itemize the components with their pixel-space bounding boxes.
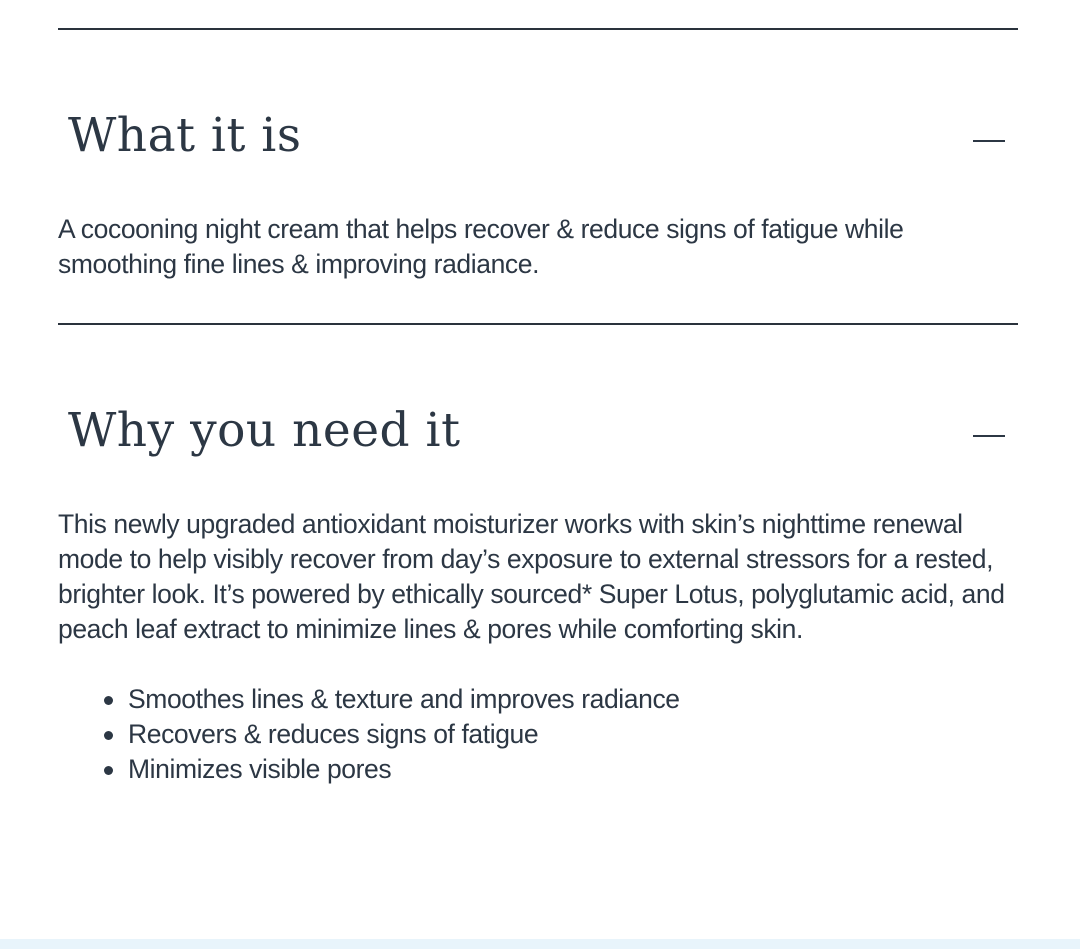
collapse-toggle-why-you-need-it[interactable] [972,423,1006,449]
section-body-what-it-is: A cocooning night cream that helps recover & reduce signs of fatigue while smoothing fine lines & improving radiance. [58,214,904,279]
minus-icon [973,140,1005,142]
minus-icon [973,435,1005,437]
list-item [58,717,680,752]
list-item-text: Recovers & reduces signs of fatigue [128,719,539,749]
section-title-what-it-is[interactable]: What it is [68,108,302,163]
footer-band [0,939,1080,949]
list-item-text: Smoothes lines & texture and improves radiance [128,684,680,714]
list-item [58,752,680,787]
section-title-why-you-need-it[interactable]: Why you need it [68,403,461,458]
section-divider-top [58,28,1018,30]
bullet-icon [104,696,113,705]
section-body-why-you-need-it: This newly upgraded antioxidant moisturizer works with skin’s nighttime renewal mode to help visibly recover from day’s exposure to external stressors for a rested, brighter look. It’s powered by ethically sourced* Super Lotus, polyglutamic acid, and peach leaf extract to minimize lines & pores while comforting skin. [58,509,1005,644]
list-item [58,682,680,717]
bullet-icon [104,766,113,775]
collapse-toggle-what-it-is[interactable] [972,128,1006,154]
bullet-icon [104,731,113,740]
list-item-text: Minimizes visible pores [128,754,392,784]
benefits-list [58,682,680,787]
section-divider-middle [58,323,1018,325]
